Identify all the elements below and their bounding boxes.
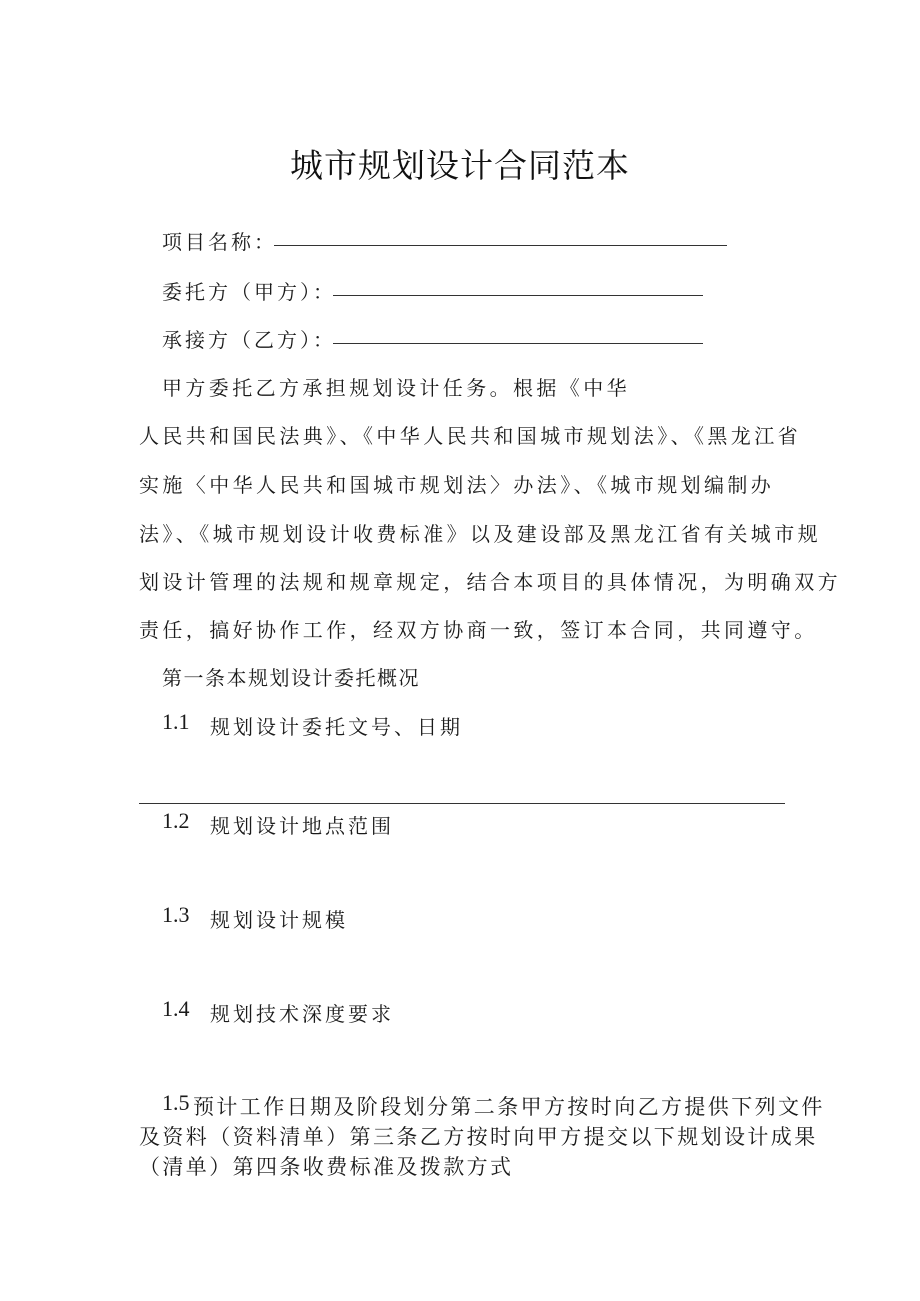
- intro-line: 划设计管理的法规和规章规定，结合本项目的具体情况，为明确双方: [139, 570, 841, 594]
- section-1-1-blank[interactable]: [139, 803, 785, 804]
- section-title: 规划技术深度要求: [210, 1002, 394, 1026]
- section-number: 1.2: [162, 808, 190, 833]
- article-1-heading: 第一条本规划设计委托概况: [162, 666, 420, 690]
- section-1-5-line: 预计工作日期及阶段划分第二条甲方按时向乙方提供下列文件: [193, 1095, 825, 1119]
- intro-line: 责任，搞好协作工作，经双方协商一致，签订本合同，共同遵守。: [139, 618, 818, 642]
- project-name-label: 项目名称：: [162, 230, 277, 254]
- section-title: 规划设计委托文号、日期: [210, 715, 463, 739]
- intro-line: 甲方委托乙方承担规划设计任务。根据《中华: [162, 376, 630, 400]
- project-name-blank[interactable]: [274, 245, 727, 246]
- contractor-label: 承接方（乙方）：: [162, 328, 336, 352]
- section-1-5-line: 及资料（资料清单）第三条乙方按时向甲方提交以下规划设计成果: [139, 1125, 818, 1149]
- client-blank[interactable]: [333, 295, 703, 296]
- section-number: 1.3: [162, 902, 190, 927]
- section-number: 1.5: [162, 1090, 190, 1115]
- section-number: 1.4: [162, 996, 190, 1021]
- intro-line: 法》、《城市规划设计收费标准》以及建设部及黑龙江省有关城市规: [139, 522, 821, 546]
- intro-line: 实施〈中华人民共和国城市规划法〉办法》、《城市规划编制办: [139, 473, 775, 497]
- section-title: 规划设计规模: [210, 908, 348, 932]
- section-number: 1.1: [162, 709, 190, 734]
- section-1-5-line: （清单）第四条收费标准及拨款方式: [139, 1155, 514, 1179]
- intro-line: 人民共和国民法典》、《中华人民共和国城市规划法》、《黑龙江省: [139, 424, 801, 448]
- section-title: 规划设计地点范围: [210, 814, 394, 838]
- document-title: 城市规划设计合同范本: [290, 146, 630, 185]
- client-label: 委托方（甲方）：: [162, 280, 336, 304]
- contractor-blank[interactable]: [333, 343, 703, 344]
